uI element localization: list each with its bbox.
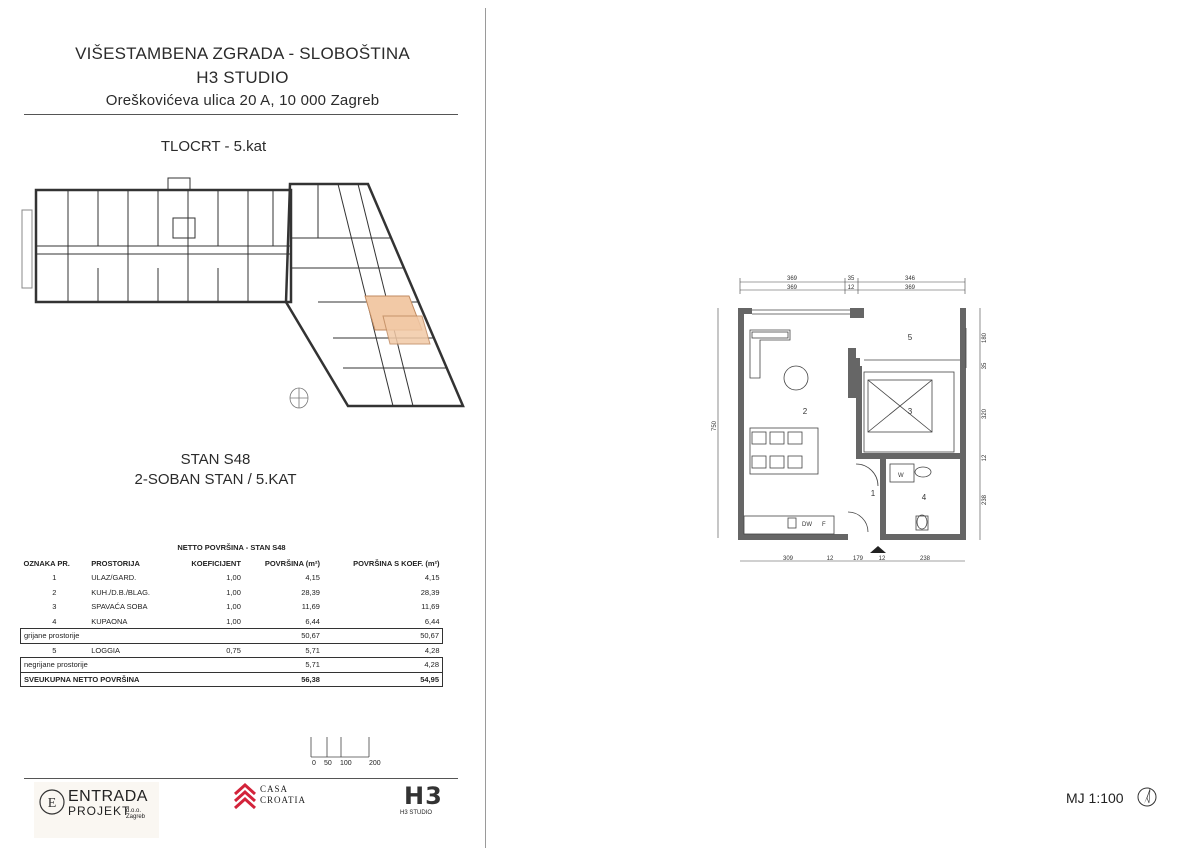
- h3-sub: H3 STUDIO: [400, 810, 433, 816]
- room-name: SPAVAĆA SOBA: [91, 602, 148, 612]
- dim-top: 12: [847, 285, 855, 291]
- room-area-coef: 11,69: [421, 602, 440, 612]
- table-row: [21, 571, 443, 586]
- room-number: 4: [921, 493, 927, 502]
- table-row: [21, 643, 443, 658]
- appliance-label: DW: [802, 522, 812, 528]
- svg-text:E: E: [47, 796, 57, 811]
- room-area-coef: 4,15: [424, 573, 440, 583]
- unheated-area-coef: 4,28: [323, 658, 443, 673]
- entrada-name: ENTRADA: [68, 788, 148, 805]
- scale-label: 200: [369, 760, 381, 767]
- room-area: 6,44: [305, 616, 320, 626]
- unheated-label: negrijane prostorije: [21, 658, 244, 673]
- heated-label: grijane prostorije: [21, 629, 244, 644]
- heated-area-coef: 50,67: [323, 629, 443, 644]
- room-no: 4: [52, 616, 57, 626]
- footer-divider: [24, 778, 458, 779]
- dim-bottom: 238: [919, 556, 931, 562]
- room-name: LOGGIA: [91, 645, 121, 655]
- casa-line2: CROATIA: [260, 795, 307, 805]
- room-coef: 0,75: [226, 645, 241, 655]
- dim-top: 369: [786, 285, 798, 291]
- north-arrow-icon: [1136, 786, 1158, 808]
- dim-right: 12: [982, 454, 988, 462]
- dim-top: 369: [904, 285, 916, 291]
- dim-right: 180: [982, 332, 988, 344]
- entrada-city: d.o.o. Zagreb: [126, 808, 146, 820]
- heated-area: 50,67: [244, 629, 323, 644]
- total-area-coef: 54,95: [323, 672, 443, 687]
- room-number: 5: [907, 333, 913, 342]
- room-number: 3: [907, 407, 913, 416]
- room-number: 1: [870, 489, 876, 498]
- dim-bottom: 179: [852, 556, 864, 562]
- h3-mark: H3: [404, 782, 443, 810]
- room-no: 1: [52, 573, 57, 583]
- area-table: [20, 556, 443, 687]
- floor-key-plan: [18, 168, 468, 418]
- table-title: NETTO POVRŠINA - STAN S48: [177, 543, 286, 552]
- table-row: [21, 585, 443, 600]
- room-no: 3: [52, 602, 57, 612]
- dim-bottom: 12: [826, 556, 834, 562]
- dim-top: 35: [847, 276, 855, 282]
- dim-left: 750: [712, 420, 718, 432]
- room-coef: 1,00: [226, 616, 241, 626]
- dim-bottom: 12: [878, 556, 886, 562]
- entrada-emblem-icon: [38, 788, 66, 816]
- dim-right: 238: [982, 494, 988, 506]
- studio-name: H3 STUDIO: [196, 68, 289, 87]
- project-address: Oreškovićeva ulica 20 A, 10 000 Zagreb: [105, 92, 380, 109]
- project-title: VIŠESTAMBENA ZGRADA - SLOBOŠTINA: [75, 44, 410, 63]
- room-number: 2: [802, 407, 808, 416]
- dim-top: 346: [904, 276, 916, 282]
- scale-label: 100: [340, 760, 352, 767]
- room-area: 4,15: [305, 573, 320, 583]
- col-header: OZNAKA PR.: [23, 558, 70, 568]
- unheated-subtotal-row: [21, 658, 443, 673]
- col-header: POVRŠINA S KOEF. (m²): [353, 558, 440, 568]
- room-area-coef: 28,39: [420, 587, 440, 597]
- room-coef: 1,00: [226, 573, 241, 583]
- entrada-sub: PROJEKT: [68, 804, 131, 818]
- room-area: 28,39: [301, 587, 320, 597]
- heated-subtotal-row: [21, 629, 443, 644]
- casa-croatia-logo: [232, 782, 322, 838]
- col-header: KOEFICIJENT: [191, 558, 241, 568]
- dim-bottom: 309: [782, 556, 794, 562]
- dim-right: 35: [982, 362, 988, 370]
- table-row: [21, 614, 443, 629]
- sheet-info-panel: [0, 0, 485, 848]
- table-header-row: [21, 556, 443, 571]
- room-area: 5,71: [305, 645, 320, 655]
- appliance-label: F: [822, 522, 826, 528]
- apartment-floor-plan: [712, 268, 1000, 568]
- casa-line1: CASA: [260, 784, 289, 794]
- col-header: PROSTORIJA: [91, 558, 140, 568]
- room-area: 11,69: [301, 602, 320, 612]
- unit-name: STAN S48: [180, 451, 251, 468]
- unit-type: 2-SOBAN STAN / 5.KAT: [134, 471, 297, 488]
- header-divider: [24, 114, 458, 115]
- scale-label: 0: [312, 760, 316, 767]
- room-name: KUPAONA: [91, 616, 128, 626]
- room-no: 5: [52, 645, 57, 655]
- scale-label: 50: [324, 760, 332, 767]
- appliance-label: W: [898, 473, 904, 479]
- total-area: 56,38: [244, 672, 323, 687]
- casa-croatia-emblem-icon: [232, 782, 258, 812]
- floor-title: TLOCRT - 5.kat: [160, 138, 267, 155]
- col-header: POVRŠINA (m²): [264, 558, 320, 568]
- room-name: KUH./D.B./BLAG.: [91, 587, 151, 597]
- room-name: ULAZ/GARD.: [91, 573, 137, 583]
- room-area-coef: 6,44: [424, 616, 440, 626]
- room-area-coef: 4,28: [424, 645, 440, 655]
- panel-divider: [485, 8, 486, 848]
- room-coef: 1,00: [226, 587, 241, 597]
- total-label: SVEUKUPNA NETTO POVRŠINA: [21, 672, 244, 687]
- h3-studio-logo: [400, 782, 450, 838]
- room-coef: 1,00: [226, 602, 241, 612]
- entrada-logo: [34, 782, 159, 838]
- room-no: 2: [52, 587, 57, 597]
- scale-indicator: MJ 1:100: [1066, 790, 1124, 806]
- total-row: [21, 672, 443, 687]
- dim-right: 320: [982, 408, 988, 420]
- unheated-area: 5,71: [244, 658, 323, 673]
- table-row: [21, 600, 443, 615]
- dim-top: 369: [786, 276, 798, 282]
